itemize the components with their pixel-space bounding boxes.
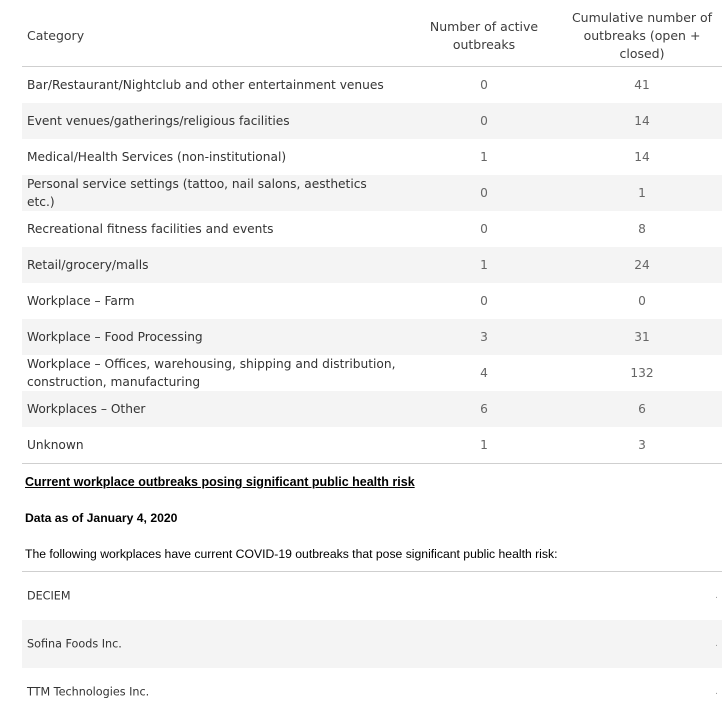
row-active: 0 — [480, 186, 488, 200]
table-row — [22, 67, 722, 103]
row-category: Workplaces – Other — [27, 402, 146, 416]
workplace-name: TTM Technologies Inc. — [27, 685, 150, 699]
row-marker: . — [715, 591, 718, 601]
row-active: 1 — [480, 150, 488, 164]
row-cumulative: 8 — [638, 222, 646, 236]
table-row — [22, 139, 722, 175]
workplace-intro-text: The following workplaces have current COVID-19 outbreaks that pose significant public health risk: — [25, 547, 558, 561]
row-cumulative: 41 — [634, 78, 650, 92]
table-row — [22, 355, 722, 391]
row-active: 0 — [480, 78, 488, 92]
list-item — [22, 572, 722, 620]
table-bottom-divider — [22, 463, 722, 464]
row-marker: . — [715, 639, 718, 649]
row-cumulative: 132 — [630, 366, 654, 380]
workplace-list — [22, 571, 722, 716]
outbreaks-table — [22, 0, 722, 464]
workplace-name: Sofina Foods Inc. — [27, 637, 122, 651]
table-row — [22, 211, 722, 247]
header-cumulative-outbreaks: Cumulative number of outbreaks (open + closed) — [571, 10, 713, 61]
table-row — [22, 391, 722, 427]
row-active: 1 — [480, 258, 488, 272]
row-active: 3 — [480, 330, 488, 344]
row-active: 1 — [480, 438, 488, 452]
row-active: 0 — [480, 114, 488, 128]
row-active: 0 — [480, 222, 488, 236]
table-row — [22, 283, 722, 319]
row-category: Medical/Health Services (non-institutional) — [27, 150, 287, 164]
row-cumulative: 0 — [638, 294, 646, 308]
table-row — [22, 427, 722, 463]
row-category: Bar/Restaurant/Nightclub and other entertainment venues — [27, 78, 384, 92]
table-row — [22, 247, 722, 283]
row-category: Recreational fitness facilities and events — [27, 222, 274, 236]
workplace-name: DECIEM — [27, 589, 71, 603]
row-cumulative: 14 — [634, 114, 650, 128]
table-row — [22, 175, 722, 211]
table-row — [22, 319, 722, 355]
row-active: 6 — [480, 402, 488, 416]
table-row — [22, 103, 722, 139]
data-as-of: Data as of January 4, 2020 — [25, 511, 178, 525]
row-category: Event venues/gatherings/religious facilities — [27, 114, 290, 128]
row-category: Retail/grocery/malls — [27, 258, 149, 272]
table-header — [22, 0, 722, 67]
row-marker: . — [715, 687, 718, 697]
row-active: 0 — [480, 294, 488, 308]
row-cumulative: 6 — [638, 402, 646, 416]
row-cumulative: 14 — [634, 150, 650, 164]
workplace-section-title: Current workplace outbreaks posing significant public health risk — [25, 475, 415, 489]
row-cumulative: 1 — [638, 186, 646, 200]
row-category: Workplace – Food Processing — [27, 330, 203, 344]
list-item — [22, 668, 722, 716]
row-cumulative: 24 — [634, 258, 650, 272]
row-active: 4 — [480, 366, 488, 380]
row-category: Workplace – Farm — [27, 294, 135, 308]
row-category: Personal service settings (tattoo, nail salons, aesthetics etc.) — [27, 177, 367, 209]
header-category: Category — [27, 28, 85, 43]
row-category: Workplace – Offices, warehousing, shipping and distribution, construction, manufacturing — [27, 357, 396, 389]
header-active-outbreaks: Number of active outbreaks — [429, 19, 539, 52]
list-item — [22, 620, 722, 668]
row-cumulative: 3 — [638, 438, 646, 452]
row-cumulative: 31 — [634, 330, 650, 344]
row-category: Unknown — [27, 438, 84, 452]
